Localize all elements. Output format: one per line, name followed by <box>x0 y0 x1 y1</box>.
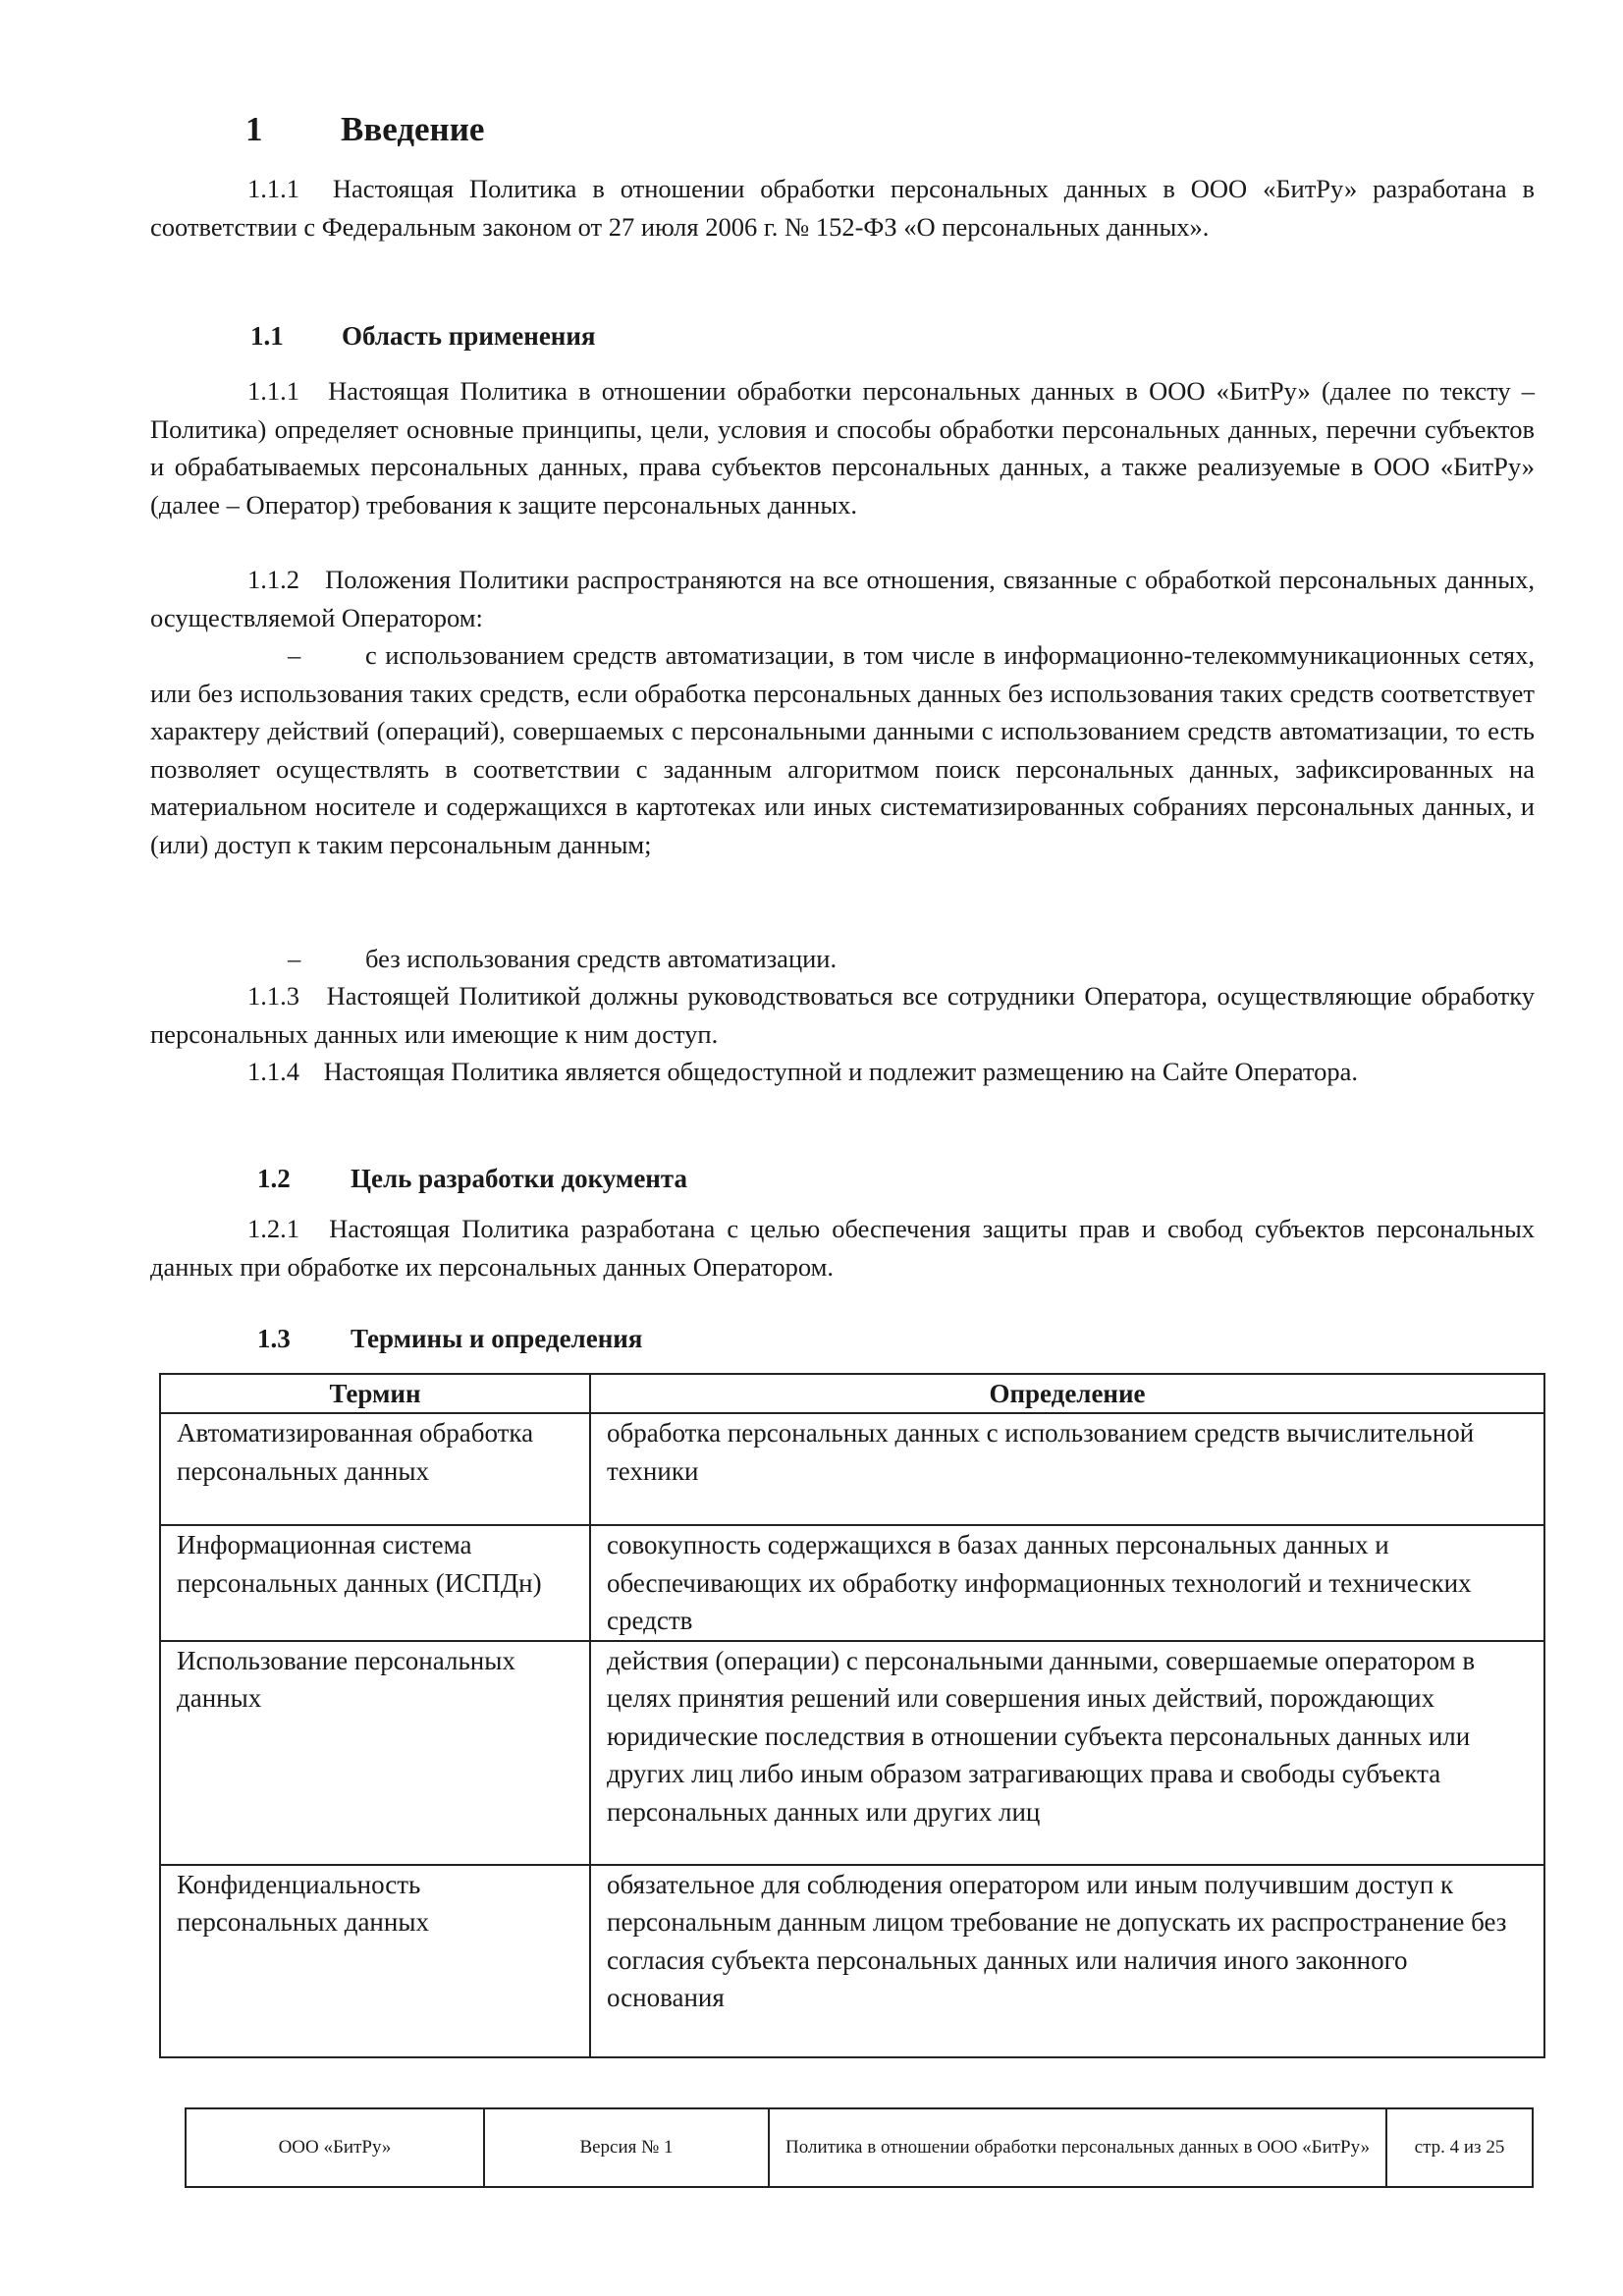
definition-cell: совокупность содержащихся в базах данных персональных данных и обеспечивающих их обработку информационных технологий и технических средств <box>590 1525 1544 1641</box>
paragraph-text: Настоящая Политика в отношении обработки персональных данных в ООО «БитРу» (далее по тексту – Политика) определяет основные принципы, цели, условия и способы обработки персональных данных, перечни субъектов и обрабатываемых персональных данных, права субъектов персональных данных, а также реализуемые в ООО «БитРу» (далее – Оператор) требования к защите персональных данных. <box>150 376 1535 519</box>
list-item-text: с использованием средств автоматизации, в том числе в информационно-телекоммуникационных сетях, или без использования таких средств, если обработка персональных данных без использования таких средств соответствует характеру действий (операций), совершаемых с персональными данными с использованием средств автоматизации, то есть позволяет осуществлять в соответствии с заданным алгоритмом поиск персональных данных, зафиксированных на материальном носителе и содержащихся в картотеках или иных систематизированных собраниях персональных данных, и (или) доступ к таким персональным данным; <box>150 640 1535 859</box>
list-item <box>150 940 1535 978</box>
footer-document-title: Политика в отношении обработки персональных данных в ООО «БитРу» <box>769 2108 1386 2187</box>
paragraph-text: Настоящей Политикой должны руководствоваться все сотрудники Оператора, осуществляющие обработку персональных данных или имеющие к ним доступ. <box>150 981 1535 1049</box>
list-marker: – <box>288 640 301 670</box>
paragraph-text: Настоящая Политика является общедоступной и подлежит размещению на Сайте Оператора. <box>323 1057 1359 1086</box>
paragraph-text: Положения Политики распространяются на все отношения, связанные с обработкой персональных данных, осуществляемой Оператором: <box>150 565 1536 632</box>
section-title: Введение <box>341 110 485 148</box>
paragraph-text: Настоящая Политика в отношении обработки персональных данных в ООО «БитРу» разработана в соответствии с Федеральным законом от 27 июля 2006 г. № 152-ФЗ «О персональных данных». <box>150 174 1536 242</box>
section-number: 1.1 <box>250 321 284 351</box>
list-item <box>150 636 1535 863</box>
paragraph-number: 1.1.2 <box>247 565 299 594</box>
paragraph-1-1-1 <box>150 372 1535 523</box>
paragraph-number: 1.2.1 <box>247 1214 299 1243</box>
column-header-definition: Определение <box>590 1374 1544 1413</box>
definition-cell: обязательное для соблюдения оператором или иным получившим доступ к персональным данным лицом требование не допускать их распространение без согласия субъекта персональных данных или наличия иного законного основания <box>590 1865 1544 2057</box>
footer-page-number: стр. 4 из 25 <box>1386 2108 1533 2187</box>
section-title: Цель разработки документа <box>351 1164 687 1193</box>
definition-cell: обработка персональных данных с использованием средств вычислительной техники <box>590 1413 1544 1525</box>
paragraph-text: Настоящая Политика разработана с целью обеспечения защиты прав и свобод субъектов персональных данных при обработке их персональных данных Оператором. <box>150 1214 1536 1282</box>
section-number: 1 <box>245 110 263 148</box>
paragraph-1-1-1-intro <box>150 170 1535 246</box>
section-number: 1.2 <box>257 1164 291 1193</box>
list-marker: – <box>288 944 301 973</box>
column-header-term: Термин <box>160 1374 590 1413</box>
footer-version: Версия № 1 <box>484 2108 769 2187</box>
paragraph-1-1-4 <box>150 1053 1535 1091</box>
section-title: Термины и определения <box>351 1324 643 1353</box>
paragraph-1-1-3 <box>150 977 1535 1053</box>
table-row <box>160 1865 1544 2057</box>
table-header-row <box>160 1374 1544 1413</box>
term-cell: Использование персональных данных <box>160 1641 590 1865</box>
term-cell: Конфиденциальность персональных данных <box>160 1865 590 2057</box>
footer-row <box>186 2108 1533 2187</box>
paragraph-number: 1.1.1 <box>247 174 299 203</box>
terms-table <box>159 1373 1545 2058</box>
paragraph-number: 1.1.1 <box>247 376 299 406</box>
section-number: 1.3 <box>257 1324 291 1353</box>
section-title: Область применения <box>342 321 596 351</box>
table-row <box>160 1413 1544 1525</box>
definition-cell: действия (операции) с персональными данными, совершаемые оператором в целях принятия решений или совершения иных действий, порождающих юридические последствия в отношении субъекта персональных данных или других лиц либо иным образом затрагивающих права и свободы субъекта персональных данных или других лиц <box>590 1641 1544 1865</box>
term-cell: Информационная система персональных данных (ИСПДн) <box>160 1525 590 1641</box>
table-row <box>160 1525 1544 1641</box>
paragraph-1-1-2 <box>150 561 1535 636</box>
list-item-text: без использования средств автоматизации. <box>365 944 838 973</box>
term-cell: Автоматизированная обработка персональных данных <box>160 1413 590 1525</box>
table-row <box>160 1641 1544 1865</box>
paragraph-1-2-1 <box>150 1210 1535 1285</box>
footer-company: ООО «БитРу» <box>186 2108 484 2187</box>
paragraph-number: 1.1.3 <box>247 981 299 1011</box>
paragraph-number: 1.1.4 <box>247 1057 299 1086</box>
page-footer <box>185 2107 1534 2188</box>
